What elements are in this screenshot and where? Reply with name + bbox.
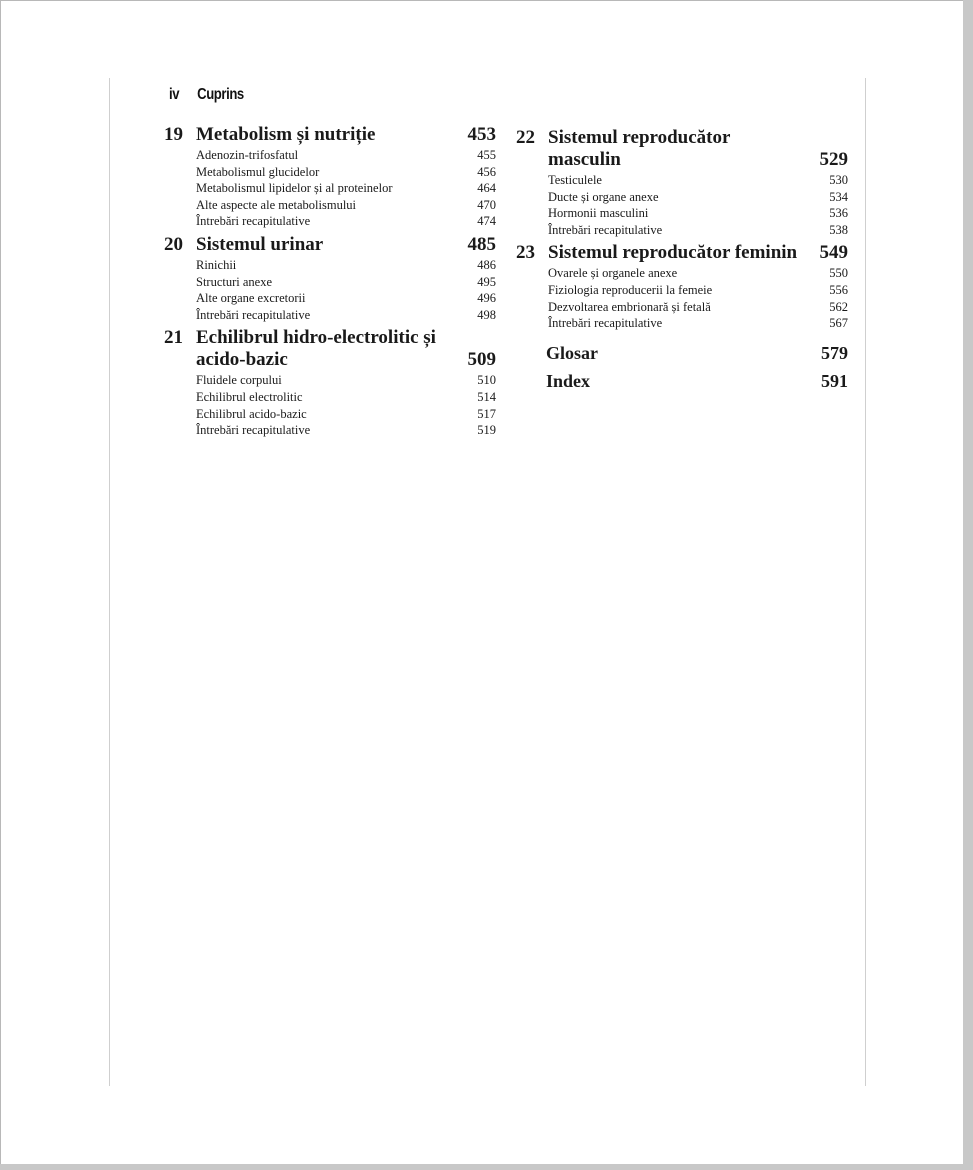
toc-entry[interactable] [548, 315, 848, 332]
entry-title: Structuri anexe [196, 274, 273, 289]
entry-page: 496 [477, 291, 496, 306]
entry-page: 474 [477, 214, 496, 229]
toc-entry[interactable] [548, 205, 848, 222]
entry-page: 519 [477, 423, 496, 438]
chapter-title: Sistemul reproducător masculin [548, 127, 731, 170]
header-title: Cuprins [197, 86, 244, 103]
index-title: Index [546, 370, 591, 391]
entry-title: Dezvoltarea embrionară și fetală [548, 299, 711, 314]
toc-entry[interactable] [196, 147, 496, 164]
section-list [164, 147, 496, 230]
toc-entry[interactable] [548, 172, 848, 189]
entry-page: 510 [477, 373, 496, 388]
chapter-heading [164, 234, 496, 256]
entry-title: Echilibrul electrolitic [196, 389, 303, 404]
entry-page: 455 [477, 148, 496, 162]
entry-title: Întrebări recapitulative [548, 222, 663, 237]
entry-title: Întrebări recapitulative [196, 307, 311, 322]
toc-entry[interactable] [196, 389, 496, 406]
entry-title: Alte organe excretorii [196, 291, 306, 306]
toc-entry-index[interactable] [516, 370, 848, 398]
chapter-title: Metabolism și nutriție [196, 124, 376, 145]
entry-title: Ducte și organe anexe [548, 189, 659, 204]
entry-page: 556 [829, 282, 848, 297]
chapter-page: 549 [819, 242, 848, 264]
chapter-number: 21 [164, 327, 183, 349]
toc-entry[interactable] [548, 299, 848, 316]
entry-title: Echilibrul acido-bazic [196, 406, 307, 421]
entry-page: 498 [477, 307, 496, 322]
section-list [164, 372, 496, 438]
entry-page: 550 [829, 266, 848, 281]
chapter-title: Sistemul urinar [196, 233, 324, 255]
toc-entry[interactable] [196, 274, 496, 291]
entry-page: 517 [477, 406, 496, 421]
entry-page: 464 [477, 181, 496, 196]
entry-page: 456 [477, 164, 496, 179]
toc-chapter-21[interactable] [164, 327, 496, 438]
entry-page: 562 [829, 299, 848, 314]
index-page: 591 [821, 370, 848, 391]
chapter-number: 22 [516, 127, 535, 148]
chapter-page: 485 [467, 233, 496, 255]
chapter-heading [516, 127, 848, 171]
toc-entry[interactable] [548, 189, 848, 206]
glossary-page: 579 [821, 342, 848, 363]
toc-entry[interactable] [548, 265, 848, 282]
entry-page: 486 [477, 257, 496, 272]
chapter-heading [164, 327, 496, 371]
entry-title: Întrebări recapitulative [196, 423, 311, 438]
chapter-title-line-2: acido-bazic [196, 349, 288, 371]
toc-entry[interactable] [196, 257, 496, 274]
toc-entry[interactable] [196, 164, 496, 181]
toc-entry[interactable] [548, 222, 848, 239]
viewer-scroll-gutter[interactable] [963, 0, 973, 1170]
chapter-number: 20 [164, 233, 183, 255]
toc-entry[interactable] [196, 290, 496, 307]
toc-entry[interactable] [196, 422, 496, 439]
entry-title: Hormonii masculini [548, 206, 649, 221]
section-list [516, 172, 848, 238]
header-page-number: iv [169, 86, 180, 103]
entry-page: 538 [829, 222, 848, 237]
toc-entry[interactable] [548, 282, 848, 299]
chapter-page: 509 [467, 349, 496, 371]
entry-title: Metabolismul lipidelor și al proteinelor [196, 181, 393, 196]
entry-page: 470 [477, 197, 496, 212]
page-right-margin-rule [865, 78, 866, 1086]
toc-chapter-20[interactable] [164, 234, 496, 323]
chapter-title-line-1: Echilibrul hidro-electrolitic și [196, 327, 436, 349]
toc-entry[interactable] [196, 180, 496, 197]
entry-title: Rinichii [196, 257, 237, 272]
toc-entry-glossary[interactable] [516, 342, 848, 370]
toc-entry[interactable] [196, 197, 496, 214]
section-list [164, 257, 496, 323]
chapter-heading [516, 242, 848, 264]
toc-entry[interactable] [196, 406, 496, 423]
section-list [516, 265, 848, 331]
chapter-page: 453 [467, 124, 496, 145]
entry-page: 534 [829, 189, 848, 204]
toc-entry[interactable] [196, 307, 496, 324]
entry-page: 514 [477, 389, 496, 404]
entry-page: 536 [829, 206, 848, 221]
entry-page: 530 [829, 173, 848, 187]
entry-title: Întrebări recapitulative [548, 316, 663, 331]
toc-chapter-19[interactable] [164, 124, 496, 230]
toc-chapter-23[interactable] [516, 242, 848, 331]
entry-title: Alte aspecte ale metabolismului [196, 197, 357, 212]
toc-left-column [164, 124, 496, 443]
entry-title: Fiziologia reproducerii la femeie [548, 282, 713, 297]
entry-title: Fluidele corpului [196, 373, 282, 388]
toc-chapter-22[interactable] [516, 127, 848, 238]
chapter-number: 19 [164, 124, 183, 145]
chapter-number: 23 [516, 242, 535, 264]
running-header [169, 86, 244, 104]
toc-entry[interactable] [196, 372, 496, 389]
toc-entry[interactable] [196, 213, 496, 230]
viewer-bottom-edge [0, 1164, 973, 1170]
entry-page: 567 [829, 316, 848, 331]
toc-right-column [516, 127, 848, 398]
chapter-title: Sistemul reproducător feminin [548, 242, 798, 264]
entry-page: 495 [477, 274, 496, 289]
entry-title: Ovarele și organele anexe [548, 266, 678, 281]
chapter-page: 529 [819, 149, 848, 170]
entry-title: Testiculele [548, 173, 602, 187]
glossary-title: Glosar [546, 342, 598, 363]
page-left-margin-rule [109, 78, 110, 1086]
entry-title: Metabolismul glucidelor [196, 164, 320, 179]
chapter-heading [164, 124, 496, 146]
entry-title: Adenozin-trifosfatul [196, 148, 299, 162]
entry-title: Întrebări recapitulative [196, 214, 311, 229]
